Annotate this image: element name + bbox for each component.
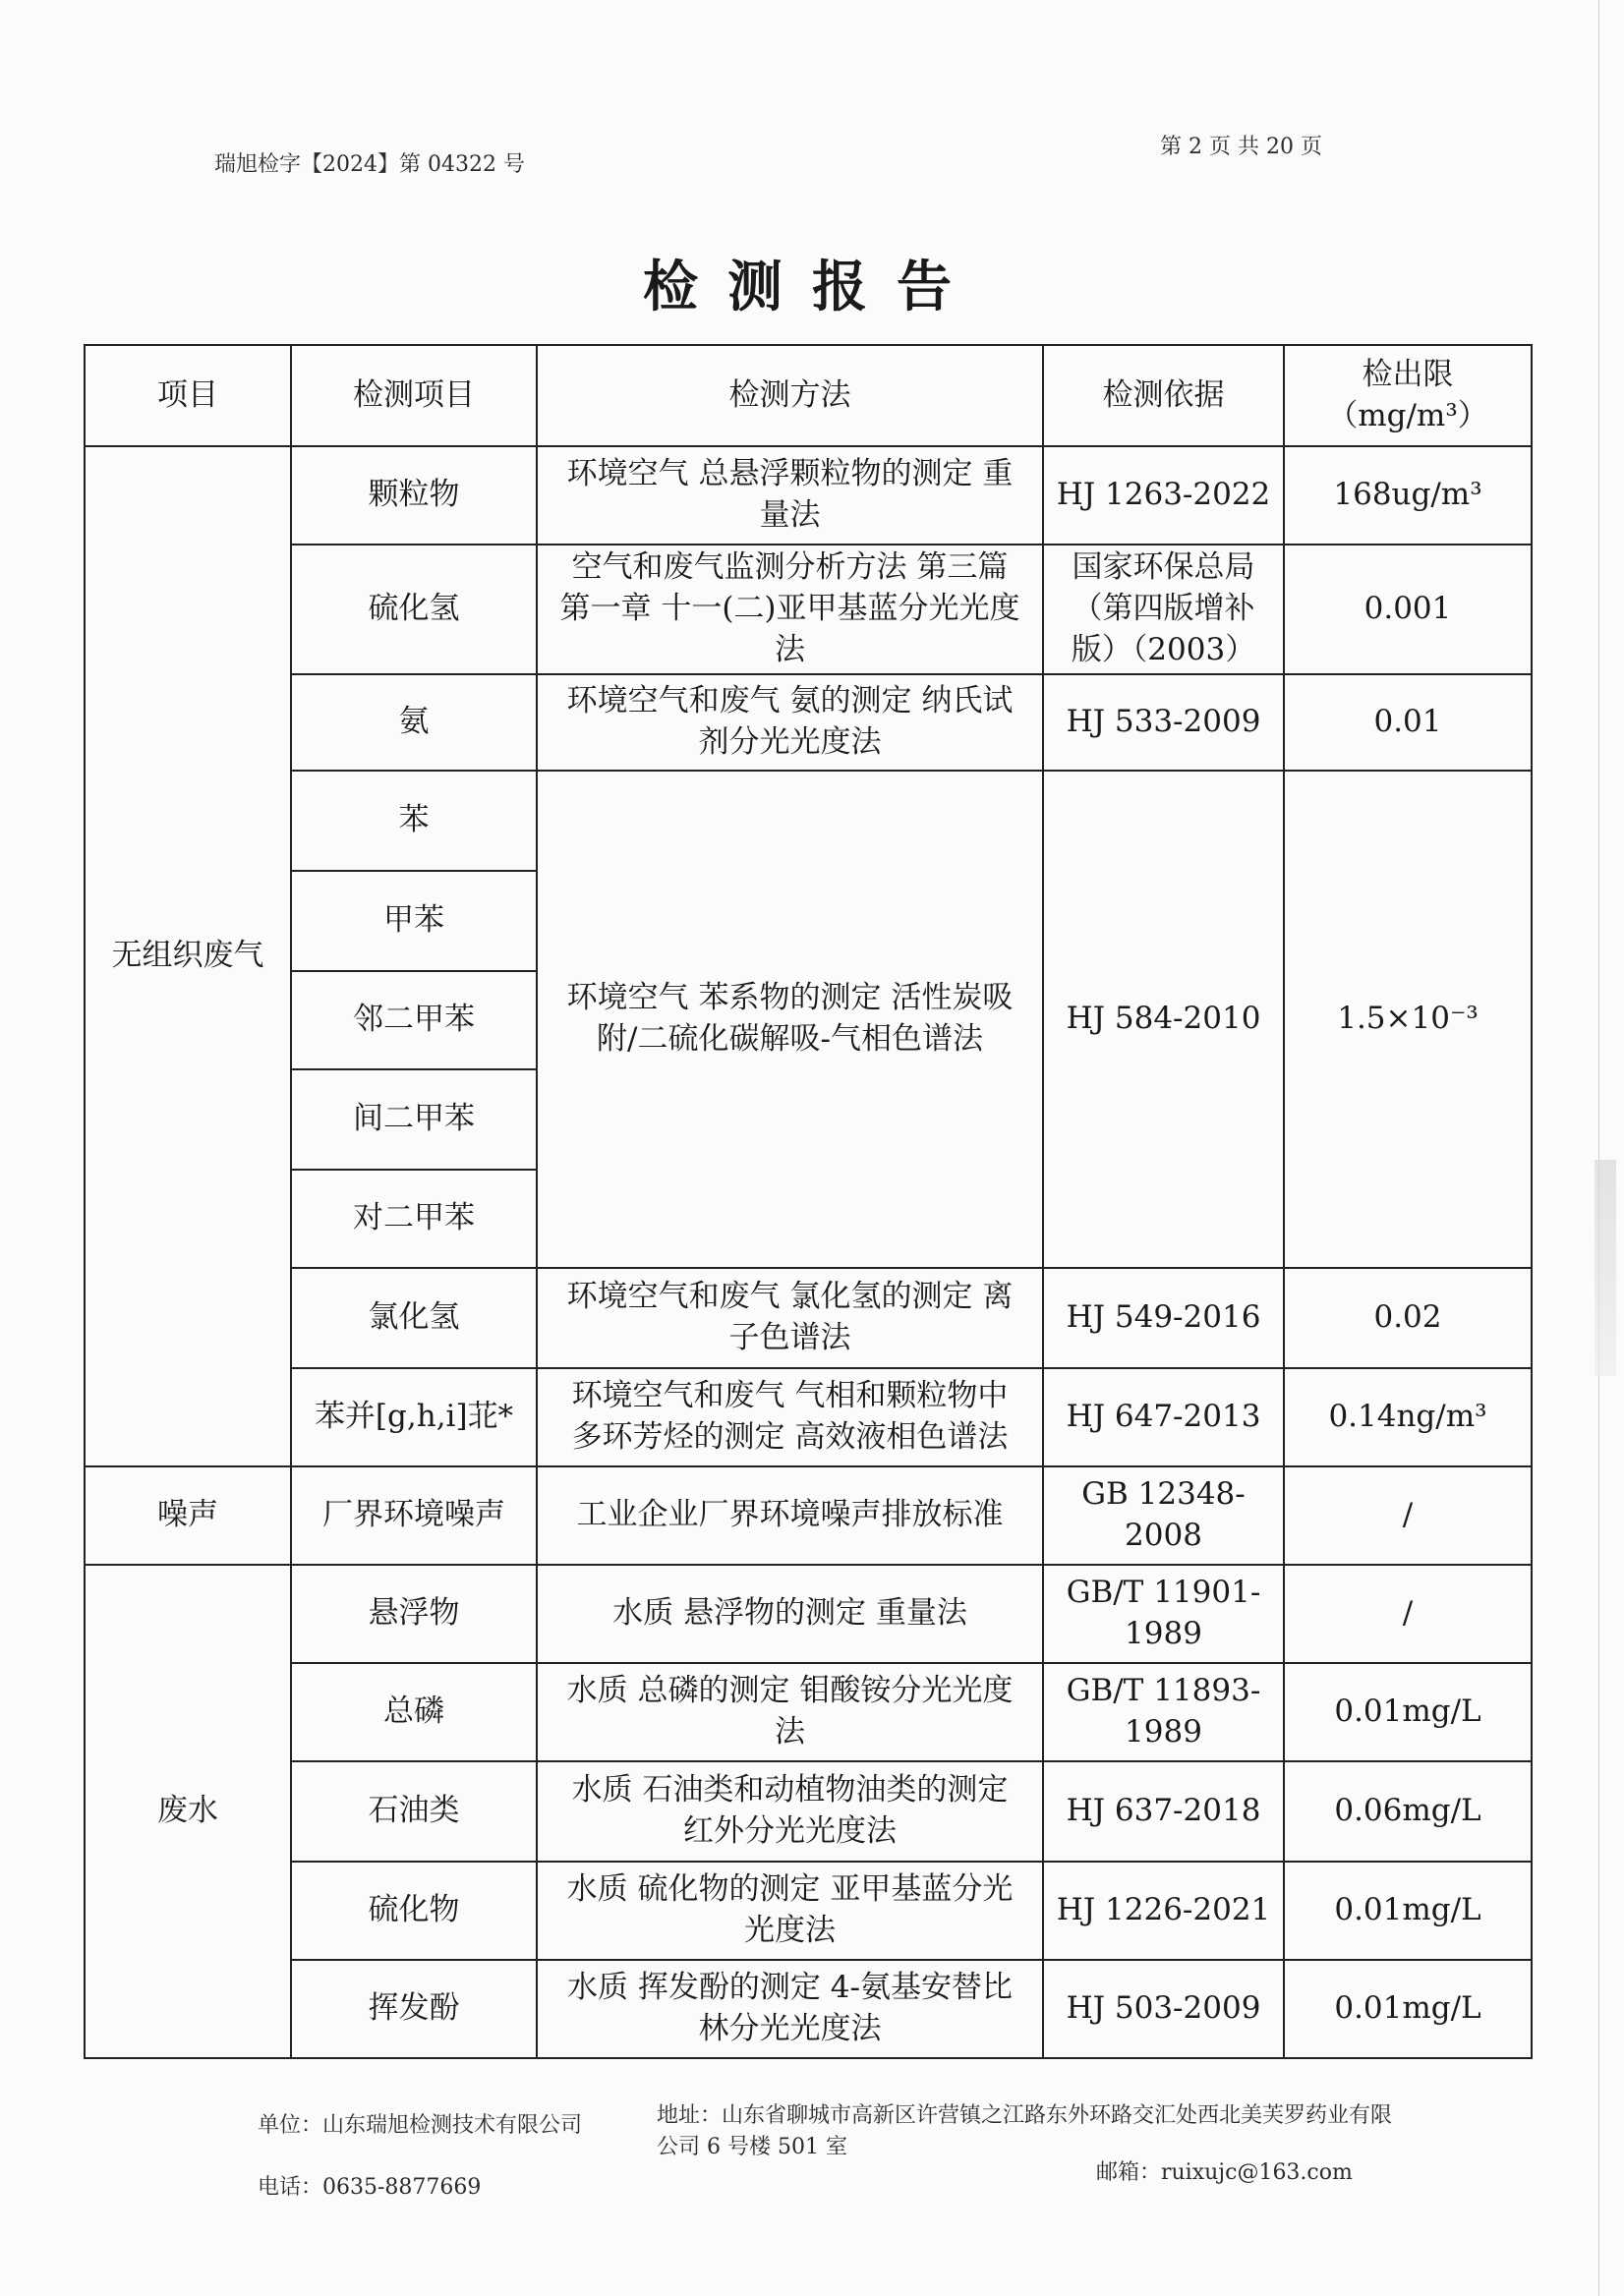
basis-cell: HJ 533-2009 (1043, 674, 1284, 771)
item-cell: 硫化物 (291, 1862, 537, 1960)
table-row (85, 1663, 1532, 1761)
item-cell: 挥发酚 (291, 1960, 537, 2058)
report-title: 检测报告 (643, 255, 981, 319)
method-cell: 环境空气和废气 氯化氢的测定 离子色谱法 (537, 1268, 1043, 1368)
method-cell: 水质 悬浮物的测定 重量法 (537, 1565, 1043, 1663)
basis-cell: 国家环保总局（第四版增补版）（2003） (1043, 545, 1284, 674)
item-cell: 氨 (291, 674, 537, 771)
header-limit-unit: （mg/m³） (1327, 397, 1488, 433)
basis-cell: HJ 584-2010 (1043, 771, 1284, 1268)
limit-cell: 168ug/m³ (1284, 446, 1532, 545)
basis-cell: GB/T 11893-1989 (1043, 1663, 1284, 1761)
footer-address: 地址：山东省聊城市高新区许营镇之江路东外环路交汇处西北美芙罗药业有限公司 6 号楼 501 室 (657, 2103, 1393, 2159)
item-cell: 硫化氢 (291, 545, 537, 674)
item-cell: 悬浮物 (291, 1565, 537, 1663)
report-number: 瑞旭检字【2024】第 04322 号 (214, 152, 525, 177)
footer-unit: 单位：山东瑞旭检测技术有限公司 (258, 2113, 583, 2138)
table-row (85, 771, 1532, 871)
table-header-row (85, 345, 1532, 446)
item-cell: 颗粒物 (291, 446, 537, 545)
method-cell: 工业企业厂界环境噪声排放标准 (537, 1466, 1043, 1565)
limit-cell: 0.001 (1284, 545, 1532, 674)
category-cell: 无组织废气 (85, 446, 291, 1466)
limit-cell: / (1284, 1466, 1532, 1565)
limit-cell: 0.01mg/L (1284, 1663, 1532, 1761)
basis-cell: HJ 503-2009 (1043, 1960, 1284, 2058)
basis-cell: HJ 637-2018 (1043, 1761, 1284, 1862)
table-row (85, 446, 1532, 545)
limit-cell: 0.06mg/L (1284, 1761, 1532, 1862)
item-cell: 甲苯 (291, 871, 537, 971)
method-cell: 环境空气和废气 气相和颗粒物中多环芳烃的测定 高效液相色谱法 (537, 1368, 1043, 1466)
header-item: 检测项目 (291, 345, 537, 446)
category-cell: 噪声 (85, 1466, 291, 1565)
basis-cell: HJ 549-2016 (1043, 1268, 1284, 1368)
item-cell: 氯化氢 (291, 1268, 537, 1368)
limit-cell: 0.01mg/L (1284, 1862, 1532, 1960)
test-methods-table (84, 344, 1533, 2059)
item-cell: 间二甲苯 (291, 1069, 537, 1170)
method-cell: 环境空气 总悬浮颗粒物的测定 重量法 (537, 446, 1043, 545)
header-limit-label: 检出限 (1362, 356, 1454, 392)
table-row (85, 1466, 1532, 1565)
header-basis: 检测依据 (1043, 345, 1284, 446)
footer-email: 邮箱：ruixujc@163.com (1096, 2160, 1353, 2185)
table-row (85, 1960, 1532, 2058)
item-cell: 总磷 (291, 1663, 537, 1761)
limit-cell: 0.02 (1284, 1268, 1532, 1368)
limit-cell: 0.01mg/L (1284, 1960, 1532, 2058)
method-cell: 水质 挥发酚的测定 4-氨基安替比林分光光度法 (537, 1960, 1043, 2058)
method-cell: 环境空气和废气 氨的测定 纳氏试剂分光光度法 (537, 674, 1043, 771)
basis-cell: HJ 647-2013 (1043, 1368, 1284, 1466)
footer-phone: 电话：0635-8877669 (258, 2175, 482, 2200)
table-row (85, 674, 1532, 771)
page-indicator: 第 2 页 共 20 页 (1160, 135, 1322, 159)
table-row (85, 545, 1532, 674)
method-cell: 水质 硫化物的测定 亚甲基蓝分光光度法 (537, 1862, 1043, 1960)
item-cell: 石油类 (291, 1761, 537, 1862)
header-method: 检测方法 (537, 345, 1043, 446)
header-category: 项目 (85, 345, 291, 446)
header-limit (1284, 345, 1532, 446)
limit-cell: 0.01 (1284, 674, 1532, 771)
table-row (85, 1761, 1532, 1862)
basis-cell: HJ 1263-2022 (1043, 446, 1284, 545)
method-cell: 环境空气 苯系物的测定 活性炭吸附/二硫化碳解吸-气相色谱法 (537, 771, 1043, 1268)
method-cell: 水质 石油类和动植物油类的测定 红外分光光度法 (537, 1761, 1043, 1862)
method-cell: 水质 总磷的测定 钼酸铵分光光度法 (537, 1663, 1043, 1761)
table-row (85, 1862, 1532, 1960)
scan-edge-mark (1595, 1160, 1616, 1376)
item-cell: 苯 (291, 771, 537, 871)
limit-cell: 1.5×10⁻³ (1284, 771, 1532, 1268)
table-row (85, 1368, 1532, 1466)
limit-cell: 0.14ng/m³ (1284, 1368, 1532, 1466)
table-row (85, 1565, 1532, 1663)
category-cell: 废水 (85, 1565, 291, 2058)
basis-cell: GB/T 11901-1989 (1043, 1565, 1284, 1663)
item-cell: 厂界环境噪声 (291, 1466, 537, 1565)
table-row (85, 1268, 1532, 1368)
item-cell: 邻二甲苯 (291, 971, 537, 1069)
basis-cell: HJ 1226-2021 (1043, 1862, 1284, 1960)
limit-cell: / (1284, 1565, 1532, 1663)
method-cell: 空气和废气监测分析方法 第三篇 第一章 十一(二)亚甲基蓝分光光度法 (537, 545, 1043, 674)
item-cell: 苯并[g,h,i]苝* (291, 1368, 537, 1466)
scan-edge-line (1598, 0, 1599, 2296)
item-cell: 对二甲苯 (291, 1170, 537, 1268)
basis-cell: GB 12348-2008 (1043, 1466, 1284, 1565)
